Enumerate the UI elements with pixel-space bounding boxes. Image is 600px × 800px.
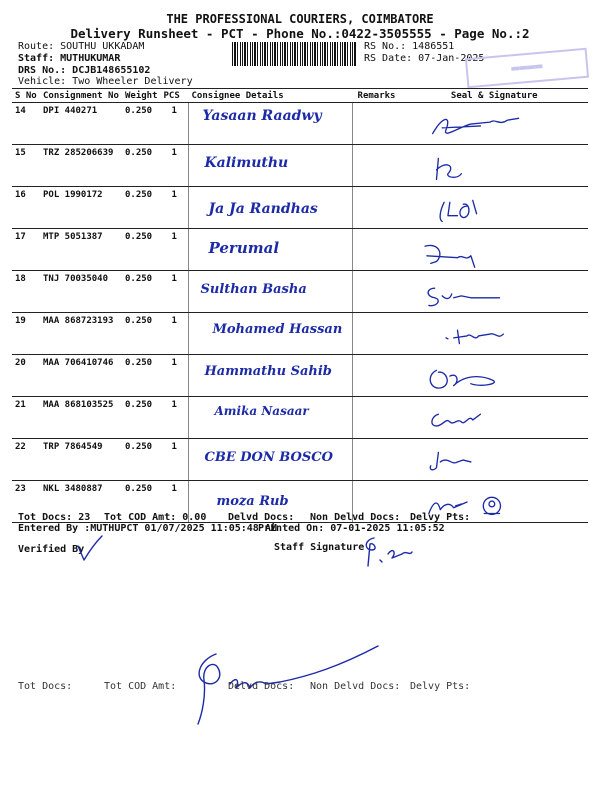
col-seal: Seal & Signature: [401, 89, 588, 103]
delvy-pts: Delvy Pts:: [410, 512, 471, 523]
row-sno: 23: [12, 481, 40, 523]
barcode: [232, 42, 356, 66]
row-remarks: [353, 439, 401, 481]
row-sno: 15: [12, 145, 40, 187]
table-row: [12, 313, 588, 355]
consignee-handwriting: [189, 355, 353, 397]
rs-date: RS Date: 07-Jan-2025: [364, 53, 485, 64]
row-remarks: [353, 229, 401, 271]
svg-text:Amika Nasaar: Amika Nasaar: [214, 404, 309, 418]
runsheet-subtitle: Delivery Runsheet - PCT - Phone No.:0422-3505555 - Page No.:2: [70, 26, 530, 41]
table-row: [12, 103, 588, 145]
row-weight: 0.250: [122, 103, 161, 145]
row-consignment: TRZ 285206639: [40, 145, 122, 187]
footer-repeat-delvd: Delvd Docs:: [228, 681, 295, 692]
svg-text:moza Rub: moza Rub: [216, 494, 289, 509]
rs-number: RS No.: 1486551: [364, 41, 455, 52]
row-weight: 0.250: [122, 397, 161, 439]
row-pcs: 1: [161, 355, 189, 397]
col-remarks: Remarks: [353, 89, 401, 103]
row-pcs: 1: [161, 313, 189, 355]
row-consignment: MAA 868723193: [40, 313, 122, 355]
row-sno: 22: [12, 439, 40, 481]
footer-repeat-cod: Tot COD Amt:: [104, 681, 177, 692]
consignee-handwriting: [189, 397, 353, 439]
row-consignment: TRP 7864549: [40, 439, 122, 481]
col-consignee: Consignee Details: [189, 89, 353, 103]
table-header-row: [12, 89, 588, 103]
row-weight: 0.250: [122, 187, 161, 229]
col-consignment: Consignment No: [40, 89, 122, 103]
table-row: [12, 355, 588, 397]
consignee-handwriting: [189, 271, 353, 313]
staff-label: Staff: MUTHUKUMAR: [18, 53, 121, 64]
printed-on: Printed On: 07-01-2025 11:05:52: [258, 523, 445, 534]
row-weight: 0.250: [122, 271, 161, 313]
recipient-signature: [401, 187, 588, 229]
table-row: [12, 481, 588, 523]
row-consignment: MAA 706410746: [40, 355, 122, 397]
consignee-handwriting: [189, 145, 353, 187]
row-remarks: [353, 397, 401, 439]
row-remarks: [353, 187, 401, 229]
row-sno: 21: [12, 397, 40, 439]
recipient-signature: [401, 103, 588, 145]
row-weight: 0.250: [122, 355, 161, 397]
col-pcs: PCS: [161, 89, 189, 103]
svg-text:Yasaan Raadwy: Yasaan Raadwy: [202, 108, 322, 124]
table-row: [12, 187, 588, 229]
row-remarks: [353, 271, 401, 313]
row-pcs: 1: [161, 397, 189, 439]
row-consignment: DPI 440271: [40, 103, 122, 145]
row-sno: 19: [12, 313, 40, 355]
row-sno: 17: [12, 229, 40, 271]
footer-repeat-non-delvd: Non Delvd Docs:: [310, 681, 401, 692]
svg-text:Ja Ja Randhas: Ja Ja Randhas: [208, 201, 318, 217]
recipient-signature: [401, 271, 588, 313]
svg-text:Hammathu Sahib: Hammathu Sahib: [204, 364, 332, 379]
consignee-handwriting: [189, 187, 353, 229]
entered-by: Entered By :MUTHUPCT 01/07/2025 11:05:48 AM: [18, 523, 277, 534]
row-sno: 18: [12, 271, 40, 313]
route-label: Route: SOUTHU UKKADAM: [18, 41, 145, 52]
row-remarks: [353, 145, 401, 187]
row-weight: 0.250: [122, 229, 161, 271]
row-consignment: MAA 868103525: [40, 397, 122, 439]
delivery-stamp: ▬▬▬▬: [465, 48, 589, 89]
row-consignment: POL 1990172: [40, 187, 122, 229]
verified-by-label: Verified By: [18, 544, 85, 555]
row-remarks: [353, 103, 401, 145]
row-pcs: 1: [161, 187, 189, 229]
table-row: [12, 439, 588, 481]
vehicle-label: Vehicle: Two Wheeler Delivery: [18, 76, 193, 87]
row-pcs: 1: [161, 271, 189, 313]
col-sno: S No: [12, 89, 40, 103]
row-pcs: 1: [161, 439, 189, 481]
recipient-signature: [401, 145, 588, 187]
recipient-signature: [401, 355, 588, 397]
svg-text:CBE DON BOSCO: CBE DON BOSCO: [204, 450, 333, 465]
verified-signature: [74, 534, 104, 564]
row-pcs: 1: [161, 145, 189, 187]
recipient-signature: [401, 439, 588, 481]
company-title: THE PROFESSIONAL COURIERS, COIMBATORE: [166, 12, 434, 26]
tot-docs: Tot Docs: 23: [18, 512, 91, 523]
row-pcs: 1: [161, 229, 189, 271]
recipient-signature: [401, 229, 588, 271]
consignee-handwriting: [189, 103, 353, 145]
staff-signature: [356, 532, 416, 572]
row-remarks: [353, 355, 401, 397]
row-remarks: [353, 313, 401, 355]
tot-cod-amount: Tot COD Amt: 0.00: [104, 512, 207, 523]
footer-repeat-tot-docs: Tot Docs:: [18, 681, 73, 692]
table-row: [12, 397, 588, 439]
table-row: [12, 145, 588, 187]
recipient-signature: [401, 313, 588, 355]
svg-text:Kalimuthu: Kalimuthu: [204, 155, 289, 171]
row-pcs: 1: [161, 481, 189, 523]
consignee-handwriting: [189, 229, 353, 271]
drs-number: DRS No.: DCJB148655102: [18, 65, 151, 76]
table-row: [12, 271, 588, 313]
table-row: [12, 229, 588, 271]
recipient-signature: [401, 397, 588, 439]
row-weight: 0.250: [122, 313, 161, 355]
row-consignment: NKL 3480887: [40, 481, 122, 523]
svg-text:Perumal: Perumal: [208, 239, 280, 257]
row-weight: 0.250: [122, 145, 161, 187]
runsheet-table: [12, 88, 588, 523]
delvd-docs: Delvd Docs:: [228, 512, 295, 523]
consignee-handwriting: [189, 439, 353, 481]
row-consignment: TNJ 70035040: [40, 271, 122, 313]
row-consignment: MTP 5051387: [40, 229, 122, 271]
row-weight: 0.250: [122, 481, 161, 523]
row-sno: 16: [12, 187, 40, 229]
row-weight: 0.250: [122, 439, 161, 481]
svg-text:Mohamed Hassan: Mohamed Hassan: [212, 322, 343, 337]
row-pcs: 1: [161, 103, 189, 145]
col-weight: Weight: [122, 89, 161, 103]
staff-signature-label: Staff Signature: [274, 542, 365, 553]
footer-repeat-delvy-pts: Delvy Pts:: [410, 681, 471, 692]
row-sno: 14: [12, 103, 40, 145]
consignee-handwriting: [189, 313, 353, 355]
svg-text:Sulthan Basha: Sulthan Basha: [200, 282, 307, 297]
non-delvd-docs: Non Delvd Docs:: [310, 512, 401, 523]
row-sno: 20: [12, 355, 40, 397]
